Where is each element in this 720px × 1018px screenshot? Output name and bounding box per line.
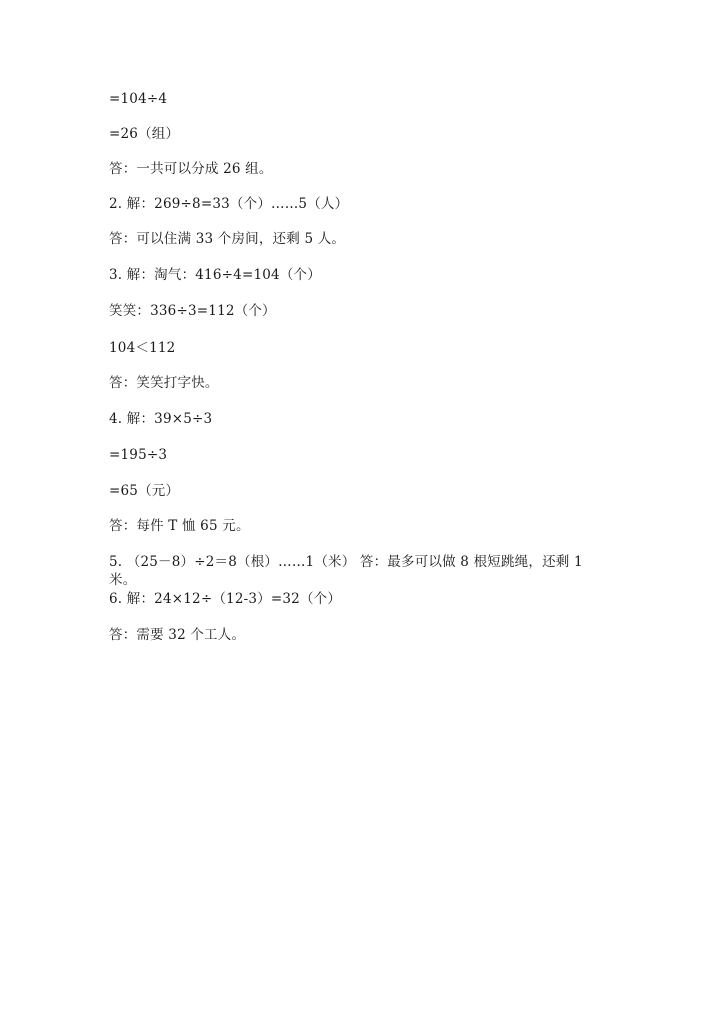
text-line-12: =65（元） (109, 483, 180, 499)
text-line-2: =26（组） (109, 126, 180, 142)
text-line-7: 笑笑：336÷3=112（个） (109, 303, 276, 319)
text-line-5: 答：可以住满 33 个房间，还剩 5 人。 (109, 231, 346, 247)
text-line-14: 5. （25－8）÷2＝8（根）……1（米） 答：最多可以做 8 根短跳绳，还剩 1 米。 (109, 554, 583, 588)
text-line-1: =104÷4 (109, 91, 168, 107)
text-line-4: 2. 解：269÷8=33（个）……5（人） (109, 196, 349, 212)
text-line-10: 4. 解：39×5÷3 (109, 411, 213, 427)
text-line-16: 答：需要 32 个工人。 (109, 627, 246, 643)
text-line-13: 答：每件 T 恤 65 元。 (109, 518, 250, 534)
text-line-11: =195÷3 (109, 447, 168, 463)
text-line-15: 6. 解：24×12÷（12-3）=32（个） (109, 591, 342, 607)
text-line-8: 104＜112 (109, 340, 176, 356)
text-line-3: 答：一共可以分成 26 组。 (109, 161, 273, 177)
text-line-9: 答：笑笑打字快。 (109, 375, 219, 391)
text-line-6: 3. 解：淘气：416÷4=104（个） (109, 267, 321, 283)
